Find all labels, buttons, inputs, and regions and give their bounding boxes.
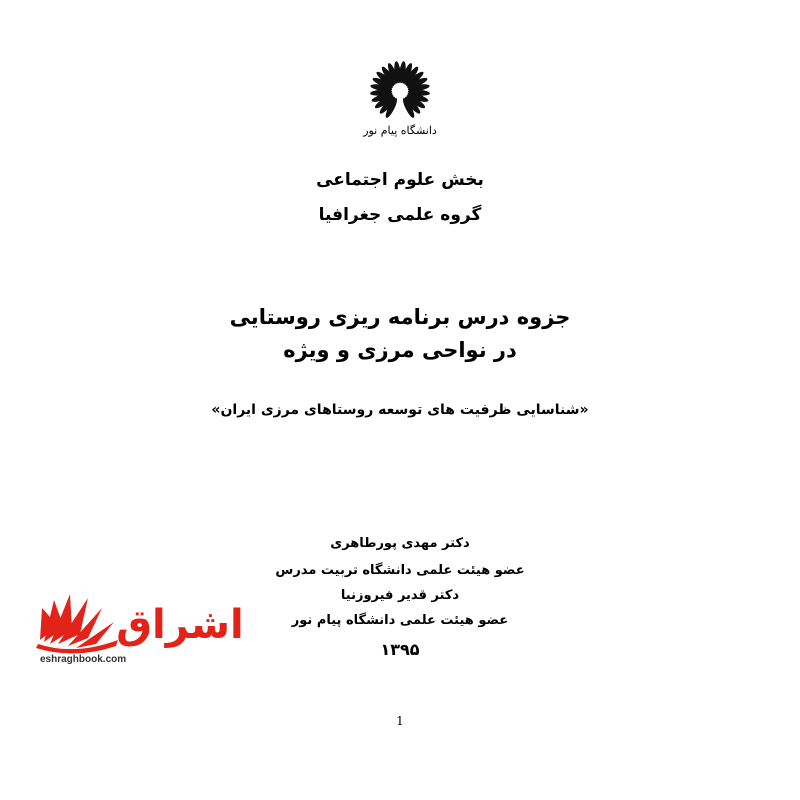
page-number: 1	[396, 714, 404, 728]
open-book-icon	[30, 578, 244, 658]
group-heading: گروه علمی جغرافیا	[318, 205, 482, 225]
document-title-line-1: جزوه درس برنامه ریزی روستایی	[229, 305, 571, 329]
document-title-line-2: در نواحی مرزی و ویژه	[283, 338, 517, 362]
publication-year: ۱۳۹۵	[380, 640, 420, 659]
university-emblem-icon	[345, 55, 455, 125]
department-heading: بخش علوم اجتماعی	[316, 170, 484, 190]
author-affiliation-2: عضو هیئت علمی دانشگاه پیام نور	[291, 613, 509, 628]
university-logo	[345, 55, 455, 155]
document-subtitle: «شناسایی ظرفیت های توسعه روستاهای مرزی ایران»	[211, 402, 589, 418]
author-affiliation-1: عضو هیئت علمی دانشگاه تربیت مدرس	[275, 563, 525, 578]
logo-caption: دانشگاه پیام نور	[363, 124, 437, 137]
watermark-url: eshraghbook.com	[40, 654, 127, 665]
author-name-2: دکتر قدیر فیروزنیا	[340, 588, 460, 603]
watermark-brand-text: اشراق	[116, 602, 244, 648]
author-name-1: دکتر مهدی پورطاهری	[330, 536, 470, 551]
